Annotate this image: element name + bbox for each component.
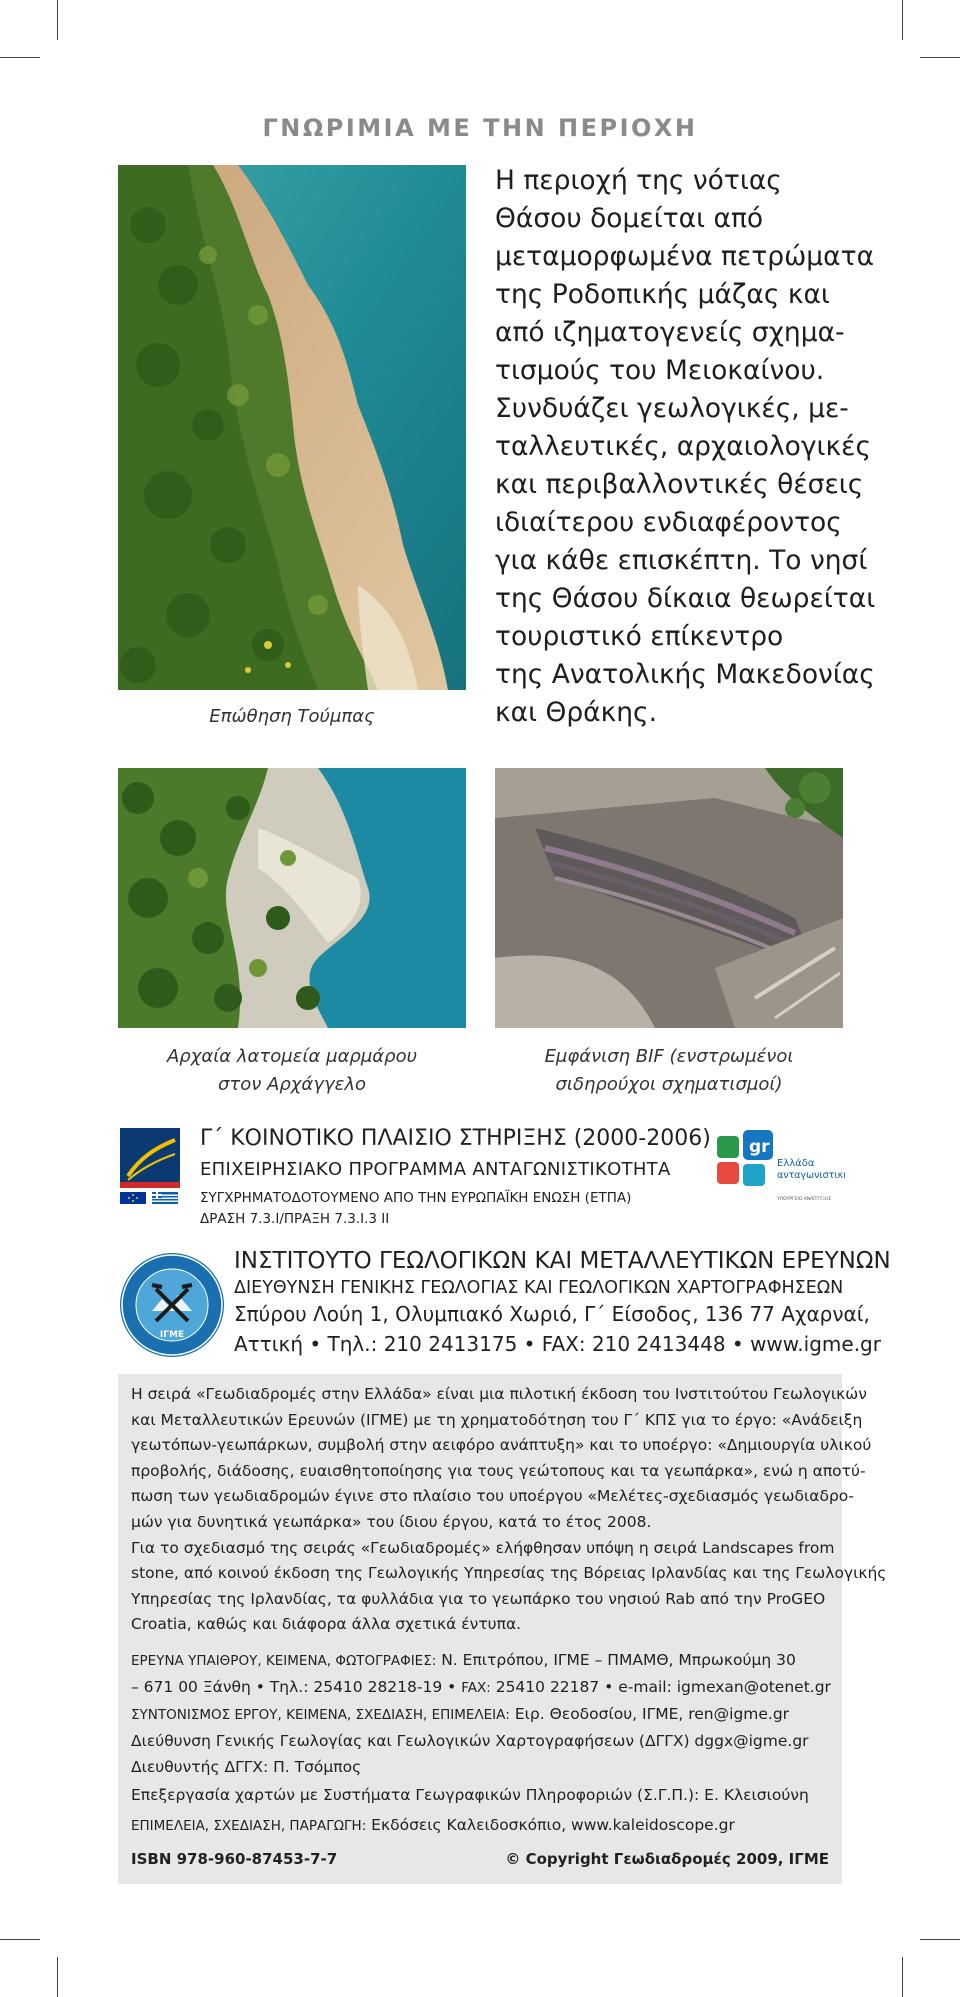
intro-line: Συνδυάζει γεωλογικές, με-	[495, 393, 849, 424]
sponsor-line-3: ΣΥΓΧΡΗΜΑΤΟΔΟΤΟΥΜΕΝΟ ΑΠΟ ΤΗΝ ΕΥΡΩΠΑΪΚΗ ΕΝΩΣΗ (ΕΤΠΑ)	[200, 1190, 632, 1206]
isbn: ISBN 978-960-87453-7-7	[131, 1850, 338, 1868]
intro-line: από ιζηματογενείς σχημα-	[495, 317, 845, 348]
crop-mark	[0, 1939, 40, 1940]
igme-seal	[118, 1251, 226, 1359]
sponsor-line-4: ΔΡΑΣΗ 7.3.Ι/ΠΡΑΞΗ 7.3.Ι.3 ΙΙ	[200, 1211, 390, 1227]
intro-line: και Θράκης.	[495, 697, 658, 728]
credits	[131, 1647, 831, 1780]
credit-directorate: Διεύθυνση Γενικής Γεωλογίας και Γεωλογικών Χαρτογραφήσεων (ΔΓΓΧ) dggx@igme.gr	[131, 1732, 809, 1750]
caption-line: στον Αρχάγγελο	[218, 1074, 366, 1095]
sponsor-line-1: Γ΄ ΚΟΙΝΟΤΙΚΟ ΠΛΑΙΣΙΟ ΣΤΗΡΙΞΗΣ (2000-2006)	[200, 1126, 711, 1151]
intro-line: και περιβαλλοντικές θέσεις	[495, 469, 864, 500]
description-line: μών για δυνητικά γεωπάρκα» του ίδιου έργου, κατά το έτος 2008.	[131, 1512, 652, 1531]
institute-directorate: ΔΙΕΥΘΥΝΣΗ ΓΕΝΙΚΗΣ ΓΕΩΛΟΓΙΑΣ ΚΑΙ ΓΕΩΛΟΓΙΚΩΝ ΧΑΡΤΟΓΡΑΦΗΣΕΩΝ	[234, 1278, 844, 1298]
institute-address: Σπύρου Λούη 1, Ολυμπιακό Χωριό, Γ΄ Είσοδος, 136 77 Αχαρναί,	[234, 1302, 870, 1326]
photo-archangelos-quarry	[118, 768, 466, 1028]
description-line: προβολής, διάδοσης, ευαισθητοποίησης για τους γεώτοπους και τα γεωπάρκα», ενώ η αποτύ-	[131, 1461, 866, 1480]
credit-coordination: ΣΥΝΤΟΝΙΣΜΟΣ ΕΡΓΟΥ, ΚΕΙΜΕΝΑ, ΣΧΕΔΙΑΣΗ, ΕΠΙΜΕΛΕΙΑ: Ειρ. Θεοδοσίου, ΙΓΜΕ, ren@igme.gr	[131, 1705, 790, 1723]
crop-mark	[0, 57, 40, 58]
credit-production: ΕΠΙΜΕΛΕΙΑ, ΣΧΕΔΙΑΣΗ, ΠΑΡΑΓΩΓΗ: Εκδόσεις Καλειδοσκόπιο, www.kaleidoscope.gr	[131, 1816, 735, 1834]
intro-line: της Ροδοπικής μάζας και	[495, 279, 830, 310]
description-line: Υπηρεσίας της Ιρλανδίας, τα φυλλάδια για το γεωπάρκο του νησιού Rab από την ProGEO	[131, 1589, 826, 1608]
caption-toumpa: Επώθηση Τούμπας	[209, 706, 375, 727]
credit-gis-line: Επεξεργασία χαρτών με Συστήματα Γεωγραφικών Πληροφοριών (Σ.Γ.Π.): Ε. Κλεισιούνη	[131, 1786, 809, 1804]
intro-line: για κάθε επισκέπτη. Το νησί	[495, 545, 868, 576]
institute-contact: Αττική • Τηλ.: 210 2413175 • FAX: 210 2413448 • www.igme.gr	[234, 1332, 881, 1356]
description-line: Croatia, καθώς και διάφορα άλλα σχετικά έντυπα.	[131, 1615, 522, 1634]
credit-director: Διευθυντής ΔΓΓΧ: Π. Τσόμπος	[131, 1758, 362, 1776]
institute-name: ΙΝΣΤΙΤΟΥΤΟ ΓΕΩΛΟΓΙΚΩΝ ΚΑΙ ΜΕΤΑΛΛΕΥΤΙΚΩΝ ΕΡΕΥΝΩΝ	[234, 1248, 891, 1274]
logo-small-text: ΥΠΟΥΡΓΕΙΟ ΑΝΑΠΤΥΞΗΣ	[777, 1197, 832, 1202]
logo-text: Ελλάδα	[777, 1158, 815, 1169]
info-box	[118, 1374, 887, 1884]
intro-line: της Θάσου δίκαια θεωρείται	[495, 583, 876, 614]
description-line: stone, από κοινού έκδοση της Γεωλογικής Υπηρεσίας της Βόρειας Ιρλανδίας και της Γεωλογικής	[131, 1564, 887, 1583]
gr-logo-text: gr	[749, 1137, 770, 1157]
crop-mark	[902, 0, 903, 40]
ops-logo	[120, 1128, 180, 1204]
intro-line: ταλλευτικές, αρχαιολογικές	[495, 431, 871, 462]
crop-mark	[57, 1957, 58, 1997]
seal-text: ΙΓΜΕ	[159, 1330, 185, 1340]
intro-line: μεταμορφωμένα πετρώματα	[495, 241, 875, 272]
crop-mark	[57, 0, 58, 40]
photo-toumpa-coast	[118, 165, 466, 690]
logo-text: ανταγωνιστική	[777, 1170, 845, 1181]
intro-line: της Ανατολικής Μακεδονίας	[495, 659, 875, 690]
intro-line: τουριστικό επίκεντρο	[495, 621, 784, 652]
caption-bif	[495, 1043, 843, 1099]
intro-line: Θάσου δομείται από	[495, 203, 764, 234]
caption-line: σιδηρούχοι σχηματισμοί)	[555, 1074, 783, 1095]
description-line: γεωτόπων-γεωπάρκων, συμβολή στην αειφόρο ανάπτυξη» και το υποέργο: «Δημιουργία υλικού	[131, 1436, 872, 1455]
page-title: ΓΝΩΡΙΜΙΑ ΜΕ ΤΗΝ ΠΕΡΙΟΧΗ	[262, 114, 698, 142]
ellada-antagonistiki-logo	[715, 1128, 845, 1208]
credit-research: ΕΡΕΥΝΑ ΥΠΑΙΘΡΟΥ, ΚΕΙΜΕΝΑ, ΦΩΤΟΓΡΑΦΙΕΣ: Ν. Επιτρόπου, ΙΓΜΕ – ΠΜΑΜΘ, Μπρωκούμη 30	[131, 1651, 796, 1669]
description-line: Για το σχεδιασμό της σειράς «Γεωδιαδρομές» ελήφθησαν υπόψη η σειρά Landscapes from	[131, 1538, 835, 1557]
crop-mark	[902, 1957, 903, 1997]
intro-text	[495, 162, 875, 732]
description-line: και Μεταλλευτικών Ερευνών (ΙΓΜΕ) με τη χρηματοδότηση του Γ΄ ΚΠΣ για το έργο: «Ανάδειξη	[131, 1410, 863, 1429]
photo-bif-outcrop	[495, 768, 843, 1028]
crop-mark	[920, 57, 960, 58]
intro-line: τισμούς του Μειοκαίνου.	[495, 355, 825, 386]
caption-quarry	[118, 1043, 466, 1099]
description-line: Η σειρά «Γεωδιαδρομές στην Ελλάδα» είναι μια πιλοτική έκδοση του Ινστιτούτου Γεωλογικών	[131, 1385, 867, 1403]
crop-mark	[920, 1939, 960, 1940]
copyright: © Copyright Γεωδιαδρομές 2009, ΙΓΜΕ	[505, 1850, 829, 1868]
sponsor-line-2: ΕΠΙΧΕΙΡΗΣΙΑΚΟ ΠΡΟΓΡΑΜΜΑ ΑΝΤΑΓΩΝΙΣΤΙΚΟΤΗΤΑ	[200, 1159, 671, 1180]
caption-line: Αρχαία λατομεία μαρμάρου	[166, 1046, 418, 1067]
caption-line: Εμφάνιση BIF (ενστρωμένοι	[544, 1046, 794, 1067]
intro-line: ιδιαίτερου ενδιαφέροντος	[495, 507, 842, 538]
intro-line: Η περιοχή της νότιας	[495, 165, 782, 196]
description-line: πωση των γεωδιαδρομών έγινε στο πλαίσιο του υποέργου «Μελέτες-σχεδιασμός γεωδιαδρο-	[131, 1487, 854, 1506]
credit-gis	[131, 1782, 809, 1808]
series-description	[131, 1382, 886, 1638]
credit-research-contact: – 671 00 Ξάνθη • Τηλ.: 25410 28218-19 • FAX: 25410 22187 • e-mail: igmexan@otenet.gr	[131, 1678, 831, 1696]
